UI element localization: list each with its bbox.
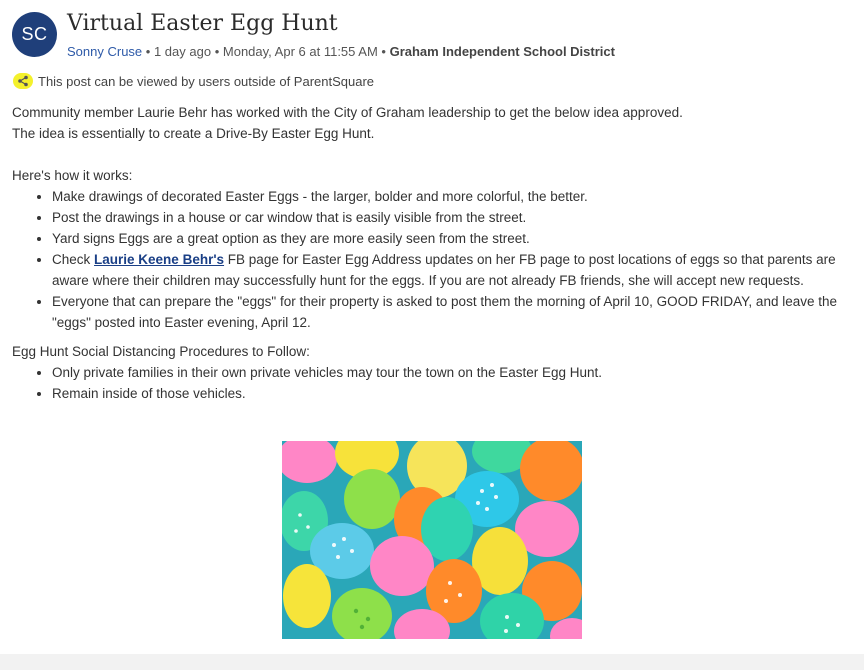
how-heading: Here's how it works: [12, 168, 133, 183]
school-name[interactable]: Graham Independent School District [389, 44, 615, 59]
check-prefix: Check [52, 252, 95, 267]
post-time-ago: 1 day ago [153, 44, 212, 59]
meta-separator: • [381, 44, 386, 59]
list-item: • Remain inside of those vehicles. [52, 383, 857, 404]
author-link[interactable]: Sonny Cruse [67, 44, 143, 59]
visibility-notice-text: This post can be viewed by users outside of ParentSquare [38, 73, 375, 89]
avatar[interactable] [12, 12, 57, 57]
how-list [12, 186, 857, 333]
meta-separator: • [145, 44, 151, 59]
intro-line: Community member Laurie Behr has worked with the City of Graham leadership to get the below idea approved. [12, 105, 683, 120]
list-item [52, 249, 857, 291]
meta-separator: • [214, 44, 220, 59]
post-date: Monday, Apr 6 at 11:55 AM [222, 44, 378, 59]
fb-page-link[interactable]: Laurie Keene Behr's [94, 252, 225, 267]
list-item: • Yard signs Eggs are a great option as they are more easily seen from the street. [52, 228, 857, 249]
post-meta [67, 44, 615, 59]
intro-line: The idea is essentially to create a Drive-By Easter Egg Hunt. [12, 126, 375, 141]
avatar-initials: SC [21, 24, 48, 44]
list-item: • Post the drawings in a house or car window that is easily visible from the street. [52, 207, 857, 228]
distancing-list [12, 362, 857, 404]
post-title: Virtual Easter Egg Hunt [67, 11, 338, 36]
list-item: • Only private families in their own private vehicles may tour the town on the Easter Egg Hunt. [52, 362, 857, 383]
distancing-heading: Egg Hunt Social Distancing Procedures to Follow: [12, 344, 310, 359]
bottom-bar [0, 654, 864, 670]
visibility-notice [13, 73, 374, 89]
easter-eggs-image[interactable] [282, 441, 582, 639]
check-suffix: FB page for Easter Egg Address updates on her FB page to post locations of eggs so that parents are aware where their children may successfully hunt for the eggs. If you are not already FB friends, she will accept new requests. [52, 252, 836, 288]
post-body [12, 102, 857, 404]
list-item: • Make drawings of decorated Easter Eggs - the larger, bolder and more colorful, the better. [52, 186, 857, 207]
list-item: • Everyone that can prepare the "eggs" for their property is asked to post them the morning of April 10, GOOD FRIDAY, and leave the "eggs" posted into Easter evening, April 12. [52, 291, 857, 333]
share-icon [13, 73, 33, 89]
